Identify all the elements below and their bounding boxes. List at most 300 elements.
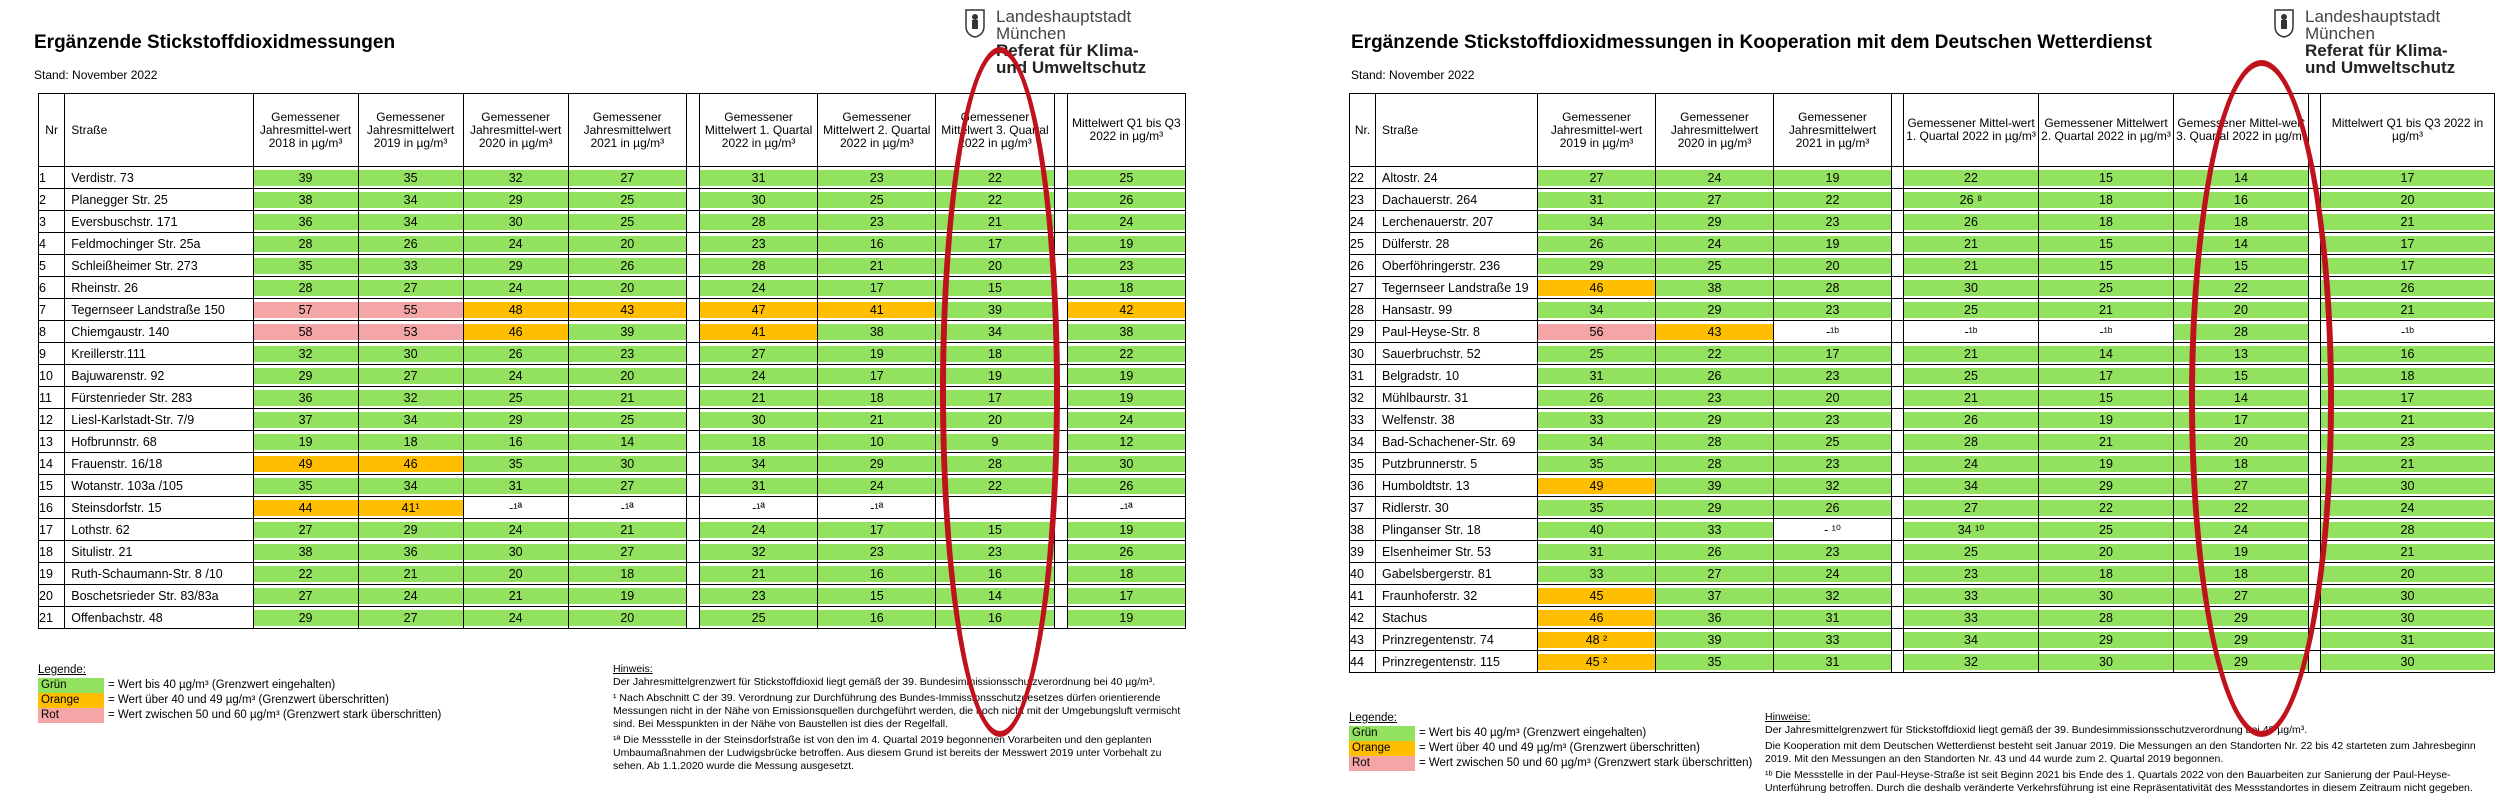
measurement-cell: [818, 167, 936, 189]
column-header: Gemessener Mittelwert 3. Quartal 2022 in µg/m³: [936, 94, 1054, 167]
measurement-cell: [568, 519, 686, 541]
measurement-cell: [358, 453, 463, 475]
measurement-value: 27: [1538, 170, 1655, 186]
measurement-value: 30: [2039, 588, 2173, 604]
measurement-value: 21: [818, 258, 935, 274]
measurement-value: 18: [2321, 368, 2494, 384]
measurement-cell: [1538, 497, 1656, 519]
measurement-cell: [1774, 409, 1892, 431]
table-row: [1350, 167, 2495, 189]
measurement-cell: [463, 255, 568, 277]
table-row: [39, 255, 1186, 277]
measurement-cell: [463, 167, 568, 189]
measurement-cell: [2321, 255, 2495, 277]
measurement-cell: [1067, 277, 1185, 299]
measurement-cell: [358, 365, 463, 387]
column-header: Gemessener Mittelwert 1. Quartal 2022 in µg/m³: [700, 94, 818, 167]
measurement-cell: [2321, 321, 2495, 343]
measurement-cell: [1656, 541, 1774, 563]
measurement-cell: [700, 431, 818, 453]
column-gap: [2309, 453, 2321, 475]
measurement-cell: [2174, 431, 2309, 453]
measurement-cell: [568, 277, 686, 299]
notes-title: Hinweis:: [613, 663, 653, 675]
street-name: Mühlbaurstr. 31: [1376, 387, 1538, 409]
measurement-value: 25: [569, 214, 686, 230]
legend-item: [38, 678, 441, 693]
measurement-value: 15: [2174, 258, 2308, 274]
measurement-value: 21: [2321, 544, 2494, 560]
measurement-cell: [2321, 585, 2495, 607]
column-gap: [1054, 233, 1067, 255]
measurement-cell: [700, 167, 818, 189]
note-paragraph: Der Jahresmittelgrenzwert für Stickstoffdioxid liegt gemäß der 39. Bundesimmissionsschutzverordnung bei 40 µg/m³.: [1765, 724, 2308, 736]
column-gap: [686, 519, 699, 541]
measurement-cell: [2174, 255, 2309, 277]
measurement-value: 25: [569, 412, 686, 428]
measurement-cell: [1067, 585, 1185, 607]
table-row: [39, 387, 1186, 409]
measurement-value: 24: [700, 368, 817, 384]
column-gap: [2309, 585, 2321, 607]
measurement-value: 41¹: [359, 500, 463, 516]
measurement-cell: [2174, 585, 2309, 607]
right-panel: [1345, 0, 2495, 796]
measurement-value: 33: [1538, 412, 1655, 428]
measurement-value: 23: [1774, 214, 1891, 230]
measurement-cell: [1774, 189, 1892, 211]
measurement-value: 29: [2174, 632, 2308, 648]
measurement-value: 30: [1904, 280, 2038, 296]
measurement-cell: [2321, 563, 2495, 585]
column-gap: [1892, 541, 1904, 563]
measurement-value: 22: [936, 478, 1053, 494]
measurement-cell: [358, 607, 463, 629]
measurement-value: 23: [1774, 302, 1891, 318]
measurement-value: 19: [1068, 610, 1185, 626]
column-gap: [2309, 475, 2321, 497]
measurement-cell: [1656, 321, 1774, 343]
measurement-value: 20: [2174, 302, 2308, 318]
measurement-value: 28: [1904, 434, 2038, 450]
measurement-value: 33: [1538, 566, 1655, 582]
street-name: Bad-Schachener-Str. 69: [1376, 431, 1538, 453]
measurement-cell: [463, 453, 568, 475]
table-row: [1350, 585, 2495, 607]
measurement-value: 57: [254, 302, 358, 318]
column-gap: [2309, 211, 2321, 233]
column-gap: [1892, 343, 1904, 365]
column-gap: [1892, 387, 1904, 409]
measurement-cell: [1538, 563, 1656, 585]
measurement-value: 32: [1774, 478, 1891, 494]
measurement-value: 20: [936, 412, 1053, 428]
measurement-cell: [1538, 211, 1656, 233]
legend-swatch: Grün: [38, 678, 104, 693]
row-number: 7: [39, 299, 65, 321]
measurement-value: 29: [1656, 302, 1773, 318]
measurement-cell: [2321, 519, 2495, 541]
measurement-value: 28: [2321, 522, 2494, 538]
measurement-value: 34: [1904, 478, 2038, 494]
street-name: Planegger Str. 25: [65, 189, 253, 211]
measurement-cell: [1067, 211, 1185, 233]
measurement-value: 23: [818, 544, 935, 560]
notes-title: Hinweise:: [1765, 711, 1811, 723]
right-logo: [2273, 8, 2455, 76]
measurement-value: 39: [1656, 632, 1773, 648]
row-number: 18: [39, 541, 65, 563]
measurement-cell: [2174, 453, 2309, 475]
measurement-value: 16: [464, 434, 568, 450]
measurement-cell: [1067, 387, 1185, 409]
left-logo: [964, 8, 1146, 76]
logo-line-3: Referat für Klima-: [996, 41, 1139, 60]
measurement-value: 26: [1774, 500, 1891, 516]
measurement-value: 26: [1656, 544, 1773, 560]
measurement-cell: [358, 585, 463, 607]
row-number: 25: [1350, 233, 1376, 255]
measurement-value: 35: [1538, 500, 1655, 516]
measurement-value: 46: [1538, 610, 1655, 626]
measurement-cell: [1656, 365, 1774, 387]
legend-swatch: Rot: [1349, 756, 1415, 771]
measurement-value: 38: [818, 324, 935, 340]
measurement-cell: [1538, 277, 1656, 299]
table-row: [39, 343, 1186, 365]
measurement-value: 26: [1068, 544, 1185, 560]
measurement-cell: [2321, 431, 2495, 453]
measurement-value: 20: [1774, 258, 1891, 274]
column-header: Gemessener Jahresmittelwert 2021 in µg/m³: [568, 94, 686, 167]
measurement-cell: [700, 387, 818, 409]
measurement-cell: [1656, 497, 1774, 519]
measurement-cell: [2039, 497, 2174, 519]
measurement-cell: [463, 409, 568, 431]
measurement-value: 26: [1068, 192, 1185, 208]
column-gap: [2309, 321, 2321, 343]
measurement-value: 17: [818, 368, 935, 384]
row-number: 32: [1350, 387, 1376, 409]
row-number: 14: [39, 453, 65, 475]
measurement-cell: [253, 299, 358, 321]
measurement-cell: [463, 519, 568, 541]
measurement-value: 21: [818, 412, 935, 428]
measurement-value: 29: [2039, 478, 2173, 494]
measurement-cell: [1774, 453, 1892, 475]
column-gap: [1054, 563, 1067, 585]
note-paragraph: Der Jahresmittelgrenzwert für Stickstoffdioxid liegt gemäß der 39. Bundesimmissionsschutzverordnung bei 40 µg/m³.: [613, 676, 1156, 688]
measurement-cell: [1067, 541, 1185, 563]
measurement-value: 24: [700, 280, 817, 296]
measurement-cell: [253, 453, 358, 475]
measurement-value: 23: [700, 236, 817, 252]
measurement-value: 27: [254, 522, 358, 538]
measurement-value: 21: [2039, 434, 2173, 450]
row-number: 16: [39, 497, 65, 519]
measurement-value: 16: [2321, 346, 2494, 362]
measurement-value: 31: [700, 478, 817, 494]
column-header: Gemessener Jahresmittelwert 2019 in µg/m³: [358, 94, 463, 167]
measurement-cell: [2321, 497, 2495, 519]
column-gap: [2309, 497, 2321, 519]
measurement-cell: [463, 431, 568, 453]
measurement-value: 34: [700, 456, 817, 472]
street-name: Stachus: [1376, 607, 1538, 629]
column-gap: [2309, 343, 2321, 365]
measurement-value: 31: [1538, 192, 1655, 208]
logo-line-1: Landeshauptstadt: [2305, 7, 2441, 26]
right-measurement-table: [1349, 93, 2495, 673]
measurement-cell: [2039, 651, 2174, 673]
measurement-value: 26 ⁸: [1904, 192, 2038, 208]
measurement-cell: [700, 365, 818, 387]
measurement-value: 26: [359, 236, 463, 252]
measurement-value: 18: [1068, 280, 1185, 296]
measurement-cell: [818, 343, 936, 365]
measurement-value: 26: [1068, 478, 1185, 494]
measurement-value: 28: [700, 258, 817, 274]
measurement-cell: [818, 211, 936, 233]
measurement-value: 55: [359, 302, 463, 318]
measurement-cell: [2321, 629, 2495, 651]
measurement-cell: [700, 607, 818, 629]
street-name: Liesl-Karlstadt-Str. 7/9: [65, 409, 253, 431]
measurement-value: 39: [569, 324, 686, 340]
measurement-cell: [2174, 277, 2309, 299]
measurement-cell: [358, 167, 463, 189]
measurement-cell: [253, 431, 358, 453]
measurement-value: 34: [1538, 302, 1655, 318]
logo-line-1: Landeshauptstadt: [996, 7, 1132, 26]
column-header: Straße: [65, 94, 253, 167]
measurement-value: 30: [700, 412, 817, 428]
measurement-value: 32: [700, 544, 817, 560]
table-row: [39, 453, 1186, 475]
measurement-value: 48 ²: [1538, 632, 1655, 648]
legend-title: Legende:: [38, 664, 86, 676]
note-paragraph: ¹ª Die Messstelle in der Steinsdorfstraße ist von den im 4. Quartal 2019 begonnenen Vorarbeiten und den geplanten Umbaumaßnahmen der Ludwigsbrücke betroffen. Aus diesem Grund ist bereits der Messwert 2019 unter Vorbehalt zu sehen. Ab 1.1.2020 wurde die Messung ausgesetzt.: [613, 734, 1162, 772]
street-name: Ruth-Schaumann-Str. 8 /10: [65, 563, 253, 585]
measurement-value: 13: [2174, 346, 2308, 362]
measurement-value: 18: [700, 434, 817, 450]
measurement-cell: [1656, 299, 1774, 321]
measurement-cell: [1538, 387, 1656, 409]
measurement-value: 25: [1774, 434, 1891, 450]
measurement-value: 17: [2321, 390, 2494, 406]
measurement-value: 24: [818, 478, 935, 494]
measurement-value: 20: [2321, 566, 2494, 582]
measurement-value: 34 ¹⁰: [1904, 522, 2038, 538]
measurement-value: 22: [936, 192, 1053, 208]
measurement-value: 29: [359, 522, 463, 538]
measurement-value: 18: [936, 346, 1053, 362]
row-number: 22: [1350, 167, 1376, 189]
measurement-value: 21: [700, 390, 817, 406]
measurement-value: 58: [254, 324, 358, 340]
table-row: [39, 321, 1186, 343]
measurement-value: 23: [700, 588, 817, 604]
street-name: Verdistr. 73: [65, 167, 253, 189]
table-row: [1350, 431, 2495, 453]
measurement-value: 21: [2039, 302, 2173, 318]
row-number: 11: [39, 387, 65, 409]
measurement-cell: [1774, 629, 1892, 651]
measurement-value: 29: [2174, 654, 2308, 670]
measurement-value: 21: [1904, 346, 2038, 362]
measurement-cell: [1656, 475, 1774, 497]
measurement-cell: [358, 475, 463, 497]
table-row: [39, 585, 1186, 607]
measurement-value: 16: [936, 610, 1053, 626]
right-notes: [1765, 711, 2490, 798]
measurement-value: 29: [464, 412, 568, 428]
measurement-value: 14: [2174, 170, 2308, 186]
measurement-cell: [818, 255, 936, 277]
row-number: 30: [1350, 343, 1376, 365]
measurement-cell: [2039, 255, 2174, 277]
measurement-cell: [2174, 607, 2309, 629]
measurement-cell: [1067, 607, 1185, 629]
measurement-cell: [1774, 541, 1892, 563]
street-name: Frauenstr. 16/18: [65, 453, 253, 475]
measurement-cell: [1904, 475, 2039, 497]
measurement-value: 20: [2174, 434, 2308, 450]
measurement-value: 21: [1904, 236, 2038, 252]
note-paragraph: Die Kooperation mit dem Deutschen Wetterdienst besteht seit Januar 2019. Die Messungen an den Standorten Nr. 22 bis 42 starteten zum Jahresbeginn 2019. Mit den Messungen an den Standorten Nr. 43 und 44 wurde zum 2. Quartal 2019 begonnen.: [1765, 740, 2476, 765]
measurement-value: 17: [2321, 170, 2494, 186]
measurement-cell: [2039, 453, 2174, 475]
street-name: Plinganser Str. 18: [1376, 519, 1538, 541]
measurement-cell: [358, 211, 463, 233]
row-number: 2: [39, 189, 65, 211]
street-name: Prinzregentenstr. 115: [1376, 651, 1538, 673]
measurement-value: 18: [2174, 566, 2308, 582]
measurement-value: 22: [1904, 170, 2038, 186]
measurement-cell: [818, 497, 936, 519]
column-gap: [686, 255, 699, 277]
measurement-value: 39: [254, 170, 358, 186]
measurement-value: 28: [254, 236, 358, 252]
measurement-cell: [358, 189, 463, 211]
column-header: Gemessener Mittel-wert 3. Quartal 2022 in µg/m³: [2174, 94, 2309, 167]
measurement-value: 23: [936, 544, 1053, 560]
measurement-cell: [358, 277, 463, 299]
measurement-cell: [2174, 563, 2309, 585]
measurement-cell: [700, 409, 818, 431]
measurement-cell: [1774, 585, 1892, 607]
row-number: 4: [39, 233, 65, 255]
measurement-value: 32: [464, 170, 568, 186]
measurement-cell: [1774, 387, 1892, 409]
measurement-cell: [1774, 431, 1892, 453]
column-gap: [686, 585, 699, 607]
row-number: 6: [39, 277, 65, 299]
measurement-cell: [2174, 299, 2309, 321]
table-row: [39, 211, 1186, 233]
measurement-value: 19: [2174, 544, 2308, 560]
measurement-cell: [1656, 255, 1774, 277]
street-name: Rheinstr. 26: [65, 277, 253, 299]
measurement-cell: [358, 387, 463, 409]
measurement-value: 34: [359, 412, 463, 428]
column-header: Nr.: [1350, 94, 1376, 167]
measurement-cell: [818, 519, 936, 541]
street-name: Oberföhringerstr. 236: [1376, 255, 1538, 277]
column-gap: [2309, 629, 2321, 651]
legend-swatch: Orange: [1349, 741, 1415, 756]
measurement-cell: [253, 409, 358, 431]
legend-text: = Wert zwischen 50 und 60 µg/m³ (Grenzwert stark überschritten): [1419, 757, 1753, 769]
measurement-value: 20: [569, 280, 686, 296]
measurement-value: 27: [359, 610, 463, 626]
street-name: Situlistr. 21: [65, 541, 253, 563]
measurement-value: 14: [2039, 346, 2173, 362]
munich-crest-icon: [964, 8, 986, 38]
measurement-cell: [568, 431, 686, 453]
measurement-cell: [253, 387, 358, 409]
measurement-cell: [1656, 651, 1774, 673]
measurement-cell: [358, 541, 463, 563]
measurement-cell: [1067, 431, 1185, 453]
measurement-value: 14: [2174, 390, 2308, 406]
table-row: [1350, 475, 2495, 497]
column-gap: [2309, 233, 2321, 255]
row-number: 35: [1350, 453, 1376, 475]
measurement-cell: [1656, 277, 1774, 299]
measurement-cell: [253, 277, 358, 299]
measurement-value: 17: [2321, 236, 2494, 252]
measurement-cell: [1538, 409, 1656, 431]
street-name: Offenbachstr. 48: [65, 607, 253, 629]
row-number: 42: [1350, 607, 1376, 629]
column-gap: [1054, 167, 1067, 189]
table-row: [39, 431, 1186, 453]
measurement-cell: [1067, 497, 1185, 519]
measurement-cell: [936, 277, 1054, 299]
row-number: 5: [39, 255, 65, 277]
measurement-value: 27: [1656, 192, 1773, 208]
measurement-value: 30: [1068, 456, 1185, 472]
measurement-cell: [463, 387, 568, 409]
measurement-value: 18: [818, 390, 935, 406]
measurement-value: 22: [936, 170, 1053, 186]
column-header: Gemessener Mittelwert 2. Quartal 2022 in µg/m³: [2039, 94, 2174, 167]
measurement-value: 16: [818, 566, 935, 582]
column-gap: [1892, 475, 1904, 497]
legend-item: [38, 693, 441, 708]
table-row: [1350, 497, 2495, 519]
measurement-cell: [700, 519, 818, 541]
measurement-value: 25: [1904, 368, 2038, 384]
column-gap: [1892, 585, 1904, 607]
street-name: Chiemgaustr. 140: [65, 321, 253, 343]
measurement-value: 21: [1904, 258, 2038, 274]
measurement-cell: [936, 189, 1054, 211]
measurement-value: 19: [569, 588, 686, 604]
table-row: [1350, 365, 2495, 387]
measurement-value: 20: [936, 258, 1053, 274]
row-number: 29: [1350, 321, 1376, 343]
table-row: [39, 409, 1186, 431]
row-number: 1: [39, 167, 65, 189]
measurement-cell: [358, 563, 463, 585]
measurement-cell: [253, 343, 358, 365]
measurement-value: 30: [2321, 588, 2494, 604]
row-number: 10: [39, 365, 65, 387]
column-gap: [2309, 519, 2321, 541]
left-panel: [28, 0, 1208, 796]
